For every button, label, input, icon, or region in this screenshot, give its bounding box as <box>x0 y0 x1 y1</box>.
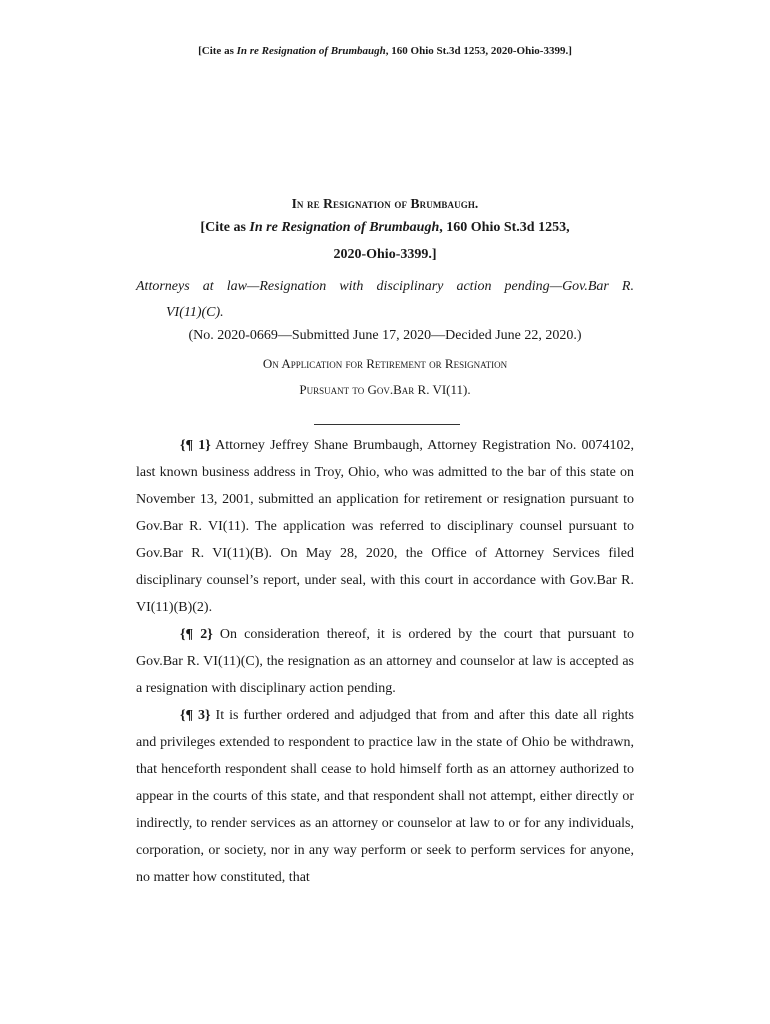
application-heading-line-2: Pursuant to Gov.Bar R. VI(11). <box>299 382 471 397</box>
citation-line-2: 2020-Ohio-3399.] <box>333 247 437 262</box>
header-cite-prefix: [Cite as <box>198 45 237 57</box>
paragraph-mark: {¶ 2} <box>180 627 213 642</box>
paragraph-3 <box>136 702 634 891</box>
paragraph-mark: {¶ 1} <box>180 438 211 453</box>
running-header-citation <box>0 45 770 57</box>
paragraph-text: On consideration thereof, it is ordered by the court that pursuant to Gov.Bar R. VI(11)(C), the resignation as an attorney and counselor at law is accepted as a resignation with disciplinary action pending. <box>136 627 635 696</box>
paragraph-text: Attorney Jeffrey Shane Brumbaugh, Attorney Registration No. 0074102, last known business address in Troy, Ohio, who was admitted to the bar of this state on November 13, 2001, submitted an application for retirement or resignation pursuant to Gov.Bar R. VI(11). The application was referred to disciplinary counsel pursuant to Gov.Bar R. VI(11)(B). On May 28, 2020, the Office of Attorney Services filed disciplinary counsel’s report, under seal, with this court in accordance with Gov.Bar R. VI(11)(B)(2). <box>136 438 635 615</box>
headnote-line-1: Attorneys at law—Resignation with disciplinary action pending—Gov.Bar R. <box>136 279 634 294</box>
section-divider <box>314 424 460 425</box>
docket-line: (No. 2020-0669—Submitted June 17, 2020—Decided June 22, 2020.) <box>188 328 582 343</box>
headnote-line-2: VI(11)(C). <box>166 305 224 320</box>
paragraph-2 <box>136 621 634 702</box>
citation-case-name: In re Resignation of Brumbaugh <box>249 220 440 235</box>
citation-prefix: [Cite as <box>200 220 250 235</box>
opinion-body <box>136 432 634 891</box>
application-heading-line-1: On Application for Retirement or Resignation <box>262 356 508 371</box>
paragraph-mark: {¶ 3} <box>180 708 211 723</box>
headnote <box>136 274 634 326</box>
paragraph-text: It is further ordered and adjudged that from and after this date all rights and privileges extended to respondent to practice law in the state of Ohio be withdrawn, that henceforth respondent shall cease to hold himself forth as an attorney authorized to appear in the courts of this state, and that respondent shall not attempt, either directly or indirectly, to render services as an attorney or counselor at law to or for any individuals, corporation, or society, nor in any way perform or seek to perform services for anyone, no matter how constituted, that <box>136 708 634 885</box>
header-cite-case-name: In re Resignation of Brumbaugh <box>236 45 386 57</box>
case-title: In re Resignation of Brumbaugh. <box>291 196 479 211</box>
citation-suffix: , 160 Ohio St.3d 1253, <box>439 220 570 235</box>
header-cite-suffix: , 160 Ohio St.3d 1253, 2020-Ohio-3399.] <box>385 45 572 57</box>
citation-line-1 <box>0 220 770 236</box>
paragraph-1 <box>136 432 634 621</box>
